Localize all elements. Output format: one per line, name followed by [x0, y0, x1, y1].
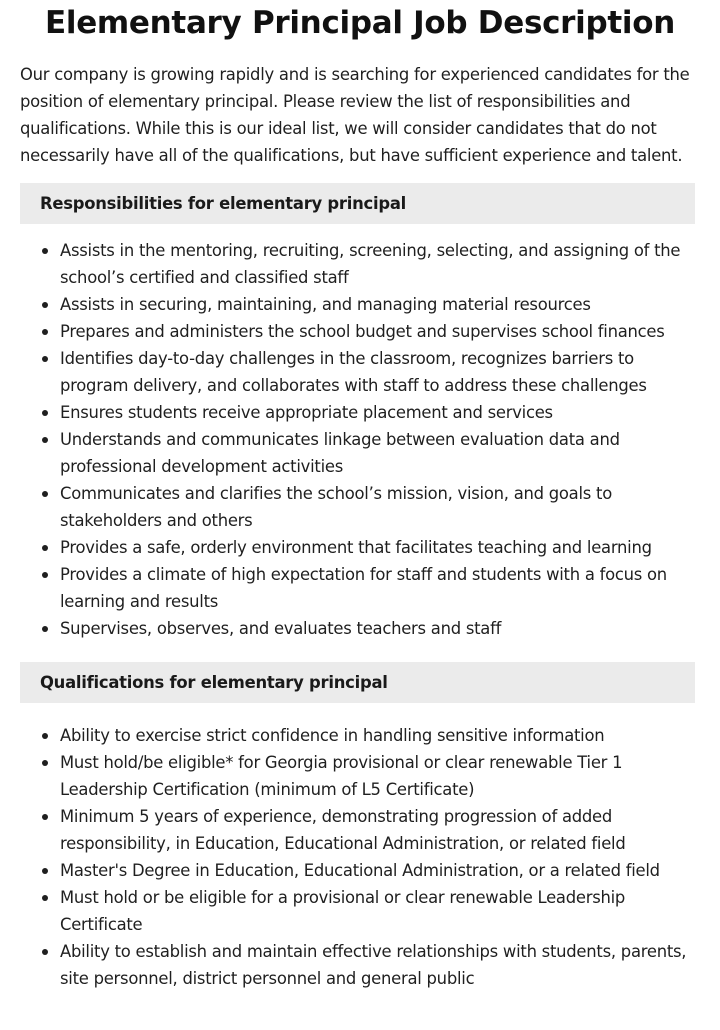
list-item	[60, 722, 700, 749]
page-title: Elementary Principal Job Description	[45, 5, 675, 41]
list-item	[60, 803, 700, 857]
list-item-text: Must hold/be eligible* for Georgia provisional or clear renewable Tier 1 Leadership Certification (minimum of L5 Certificate)	[60, 753, 623, 799]
bullet-icon	[42, 760, 48, 766]
list-item-text: Minimum 5 years of experience, demonstrating progression of added responsibility, in Education, Educational Administration, or related field	[60, 807, 626, 853]
list-item-text: Assists in securing, maintaining, and managing material resources	[60, 295, 591, 314]
bullet-icon	[42, 895, 48, 901]
list-item-text: Supervises, observes, and evaluates teachers and staff	[60, 619, 502, 638]
bullet-icon	[42, 545, 48, 551]
list-item	[60, 318, 700, 345]
responsibilities-heading: Responsibilities for elementary principal	[20, 183, 695, 224]
list-item	[60, 534, 700, 561]
qualifications-heading: Qualifications for elementary principal	[20, 662, 695, 703]
qualifications-list	[60, 722, 700, 992]
list-item-text: Provides a climate of high expectation for staff and students with a focus on learning and results	[60, 565, 667, 611]
bullet-icon	[42, 329, 48, 335]
list-item	[60, 237, 700, 291]
list-item	[60, 938, 700, 992]
list-item	[60, 857, 700, 884]
bullet-icon	[42, 410, 48, 416]
list-item-text: Communicates and clarifies the school’s mission, vision, and goals to stakeholders and others	[60, 484, 612, 530]
list-item	[60, 345, 700, 399]
bullet-icon	[42, 626, 48, 632]
list-item	[60, 399, 700, 426]
bullet-icon	[42, 572, 48, 578]
list-item	[60, 291, 700, 318]
list-item-text: Ensures students receive appropriate placement and services	[60, 403, 553, 422]
bullet-icon	[42, 491, 48, 497]
list-item	[60, 480, 700, 534]
bullet-icon	[42, 248, 48, 254]
bullet-icon	[42, 437, 48, 443]
list-item	[60, 561, 700, 615]
bullet-icon	[42, 356, 48, 362]
bullet-icon	[42, 302, 48, 308]
list-item-text: Must hold or be eligible for a provisional or clear renewable Leadership Certificate	[60, 888, 626, 934]
list-item-text: Prepares and administers the school budget and supervises school finances	[60, 322, 665, 341]
intro-paragraph: Our company is growing rapidly and is searching for experienced candidates for the position of elementary principal. Please review the list of responsibilities and qualifications. While this is our ideal list, we will consider candidates that do not necessarily have all of the qualifications, but have sufficient experience and talent.	[20, 65, 690, 165]
list-item	[60, 426, 700, 480]
list-item-text: Assists in the mentoring, recruiting, screening, selecting, and assigning of the school’s certified and classified staff	[60, 241, 681, 287]
list-item	[60, 615, 700, 642]
list-item-text: Ability to establish and maintain effective relationships with students, parents, site personnel, district personnel and general public	[60, 942, 687, 988]
list-item-text: Understands and communicates linkage between evaluation data and professional development activities	[60, 430, 620, 476]
responsibilities-list	[60, 237, 700, 642]
bullet-icon	[42, 814, 48, 820]
list-item	[60, 884, 700, 938]
bullet-icon	[42, 733, 48, 739]
list-item-text: Identifies day-to-day challenges in the classroom, recognizes barriers to program delivery, and collaborates with staff to address these challenges	[60, 349, 647, 395]
list-item	[60, 749, 700, 803]
bullet-icon	[42, 868, 48, 874]
bullet-icon	[42, 949, 48, 955]
list-item-text: Ability to exercise strict confidence in handling sensitive information	[60, 726, 605, 745]
list-item-text: Provides a safe, orderly environment that facilitates teaching and learning	[60, 538, 652, 557]
list-item-text: Master's Degree in Education, Educational Administration, or a related field	[60, 861, 660, 880]
